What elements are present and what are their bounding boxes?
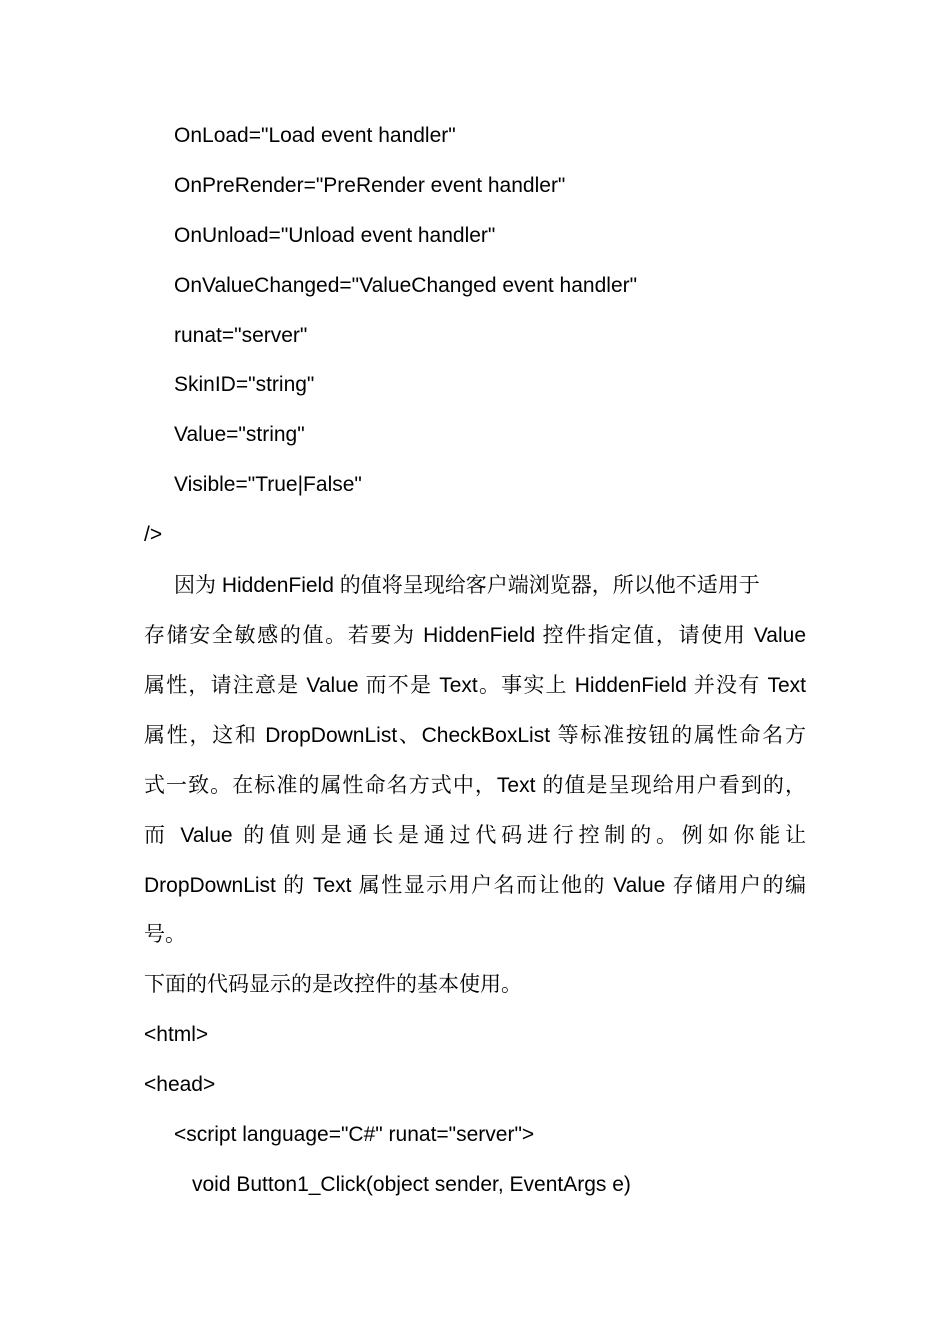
- code-sample-line: <script language="C#" runat="server">: [174, 1123, 535, 1146]
- paragraph-line: DropDownList 的 Text 属性显示用户名而让他的 Value 存储用户的编: [144, 874, 806, 897]
- code-attribute-line: SkinID="string": [174, 373, 315, 396]
- paragraph-line: 因为 HiddenField 的值将呈现给客户端浏览器，所以他不适用于: [174, 574, 760, 597]
- code-sample-line: void Button1_Click(object sender, EventArgs e): [192, 1173, 631, 1196]
- code-attribute-line: runat="server": [174, 324, 308, 347]
- intro-line: 下面的代码显示的是改控件的基本使用。: [144, 973, 522, 996]
- paragraph-line: 存储安全敏感的值。若要为 HiddenField 控件指定值，请使用 Value: [144, 624, 806, 647]
- paragraph-line: 而 Value 的值则是通长是通过代码进行控制的。例如你能让: [144, 824, 806, 847]
- code-attribute-line: Value="string": [174, 423, 305, 446]
- code-attribute-line: OnUnload="Unload event handler": [174, 224, 496, 247]
- code-attribute-line: OnValueChanged="ValueChanged event handler": [174, 274, 638, 297]
- paragraph-line: 属性，请注意是 Value 而不是 Text。事实上 HiddenField 并没有 Text: [144, 674, 806, 697]
- code-close-tag: />: [144, 523, 163, 546]
- code-attribute-line: OnLoad="Load event handler": [174, 124, 456, 147]
- code-attribute-line: Visible="True|False": [174, 473, 362, 496]
- paragraph-line: 属性，这和 DropDownList、CheckBoxList 等标准按钮的属性命名方: [144, 724, 806, 747]
- code-sample-line: <html>: [144, 1023, 209, 1046]
- paragraph-line: 号。: [144, 923, 186, 946]
- code-sample-line: <head>: [144, 1073, 216, 1096]
- code-attribute-line: OnPreRender="PreRender event handler": [174, 174, 566, 197]
- paragraph-line: 式一致。在标准的属性命名方式中，Text 的值是呈现给用户看到的，: [144, 774, 806, 797]
